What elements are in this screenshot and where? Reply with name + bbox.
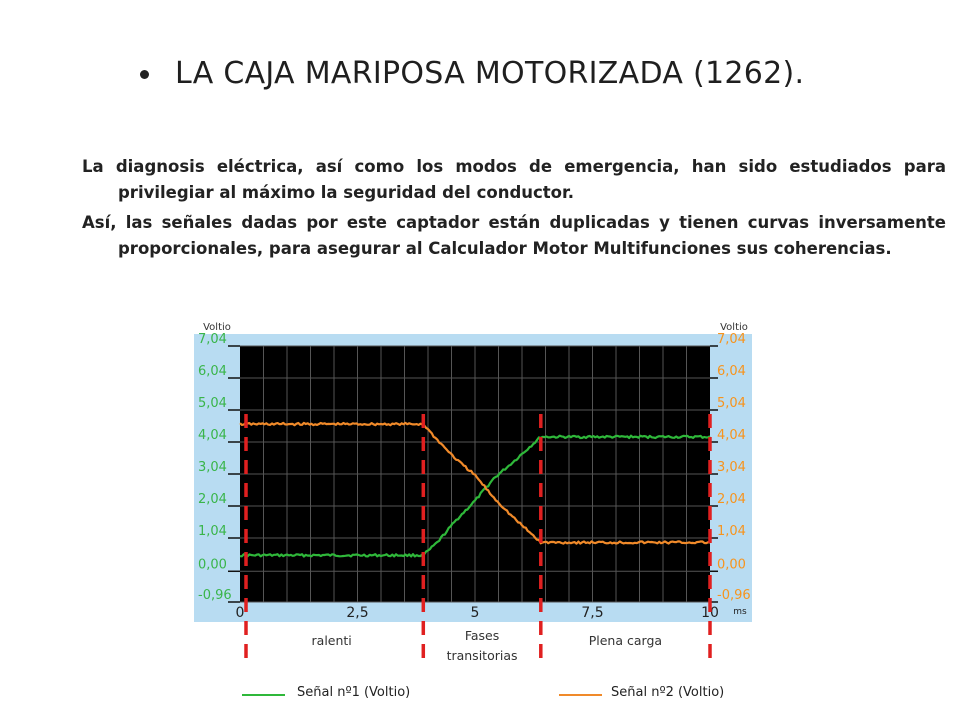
left-tick-label: 6,04 [198, 364, 227, 379]
left-tick-label: 1,04 [198, 524, 227, 539]
phase-label: transitorias [446, 648, 518, 663]
paragraph-2: Así, las señales dadas por este captador están duplicadas y tienen curvas inversamente proporcionales, para asegurar al Calculador Motor Multifunciones sus coherencias. [82, 213, 946, 258]
paragraph-1: La diagnosis eléctrica, así como los modos de emergencia, han sido estudiados para privilegiar al máximo la seguridad del conductor. [82, 157, 946, 202]
right-tick-label: 2,04 [717, 492, 746, 507]
x-tick-label: 0 [235, 605, 245, 621]
slide-title: LA CAJA MARIPOSA MOTORIZADA (1262). [175, 56, 805, 91]
right-axis-title: Voltio [720, 322, 748, 333]
left-tick-label: -0,96 [198, 588, 232, 603]
right-tick-label: 0,00 [717, 557, 746, 573]
right-tick-label: -0,96 [717, 588, 751, 603]
left-tick-label: 2,04 [198, 492, 227, 507]
legend-label-2: Señal nº2 (Voltio) [611, 685, 725, 700]
right-tick-label: 4,04 [717, 428, 746, 443]
right-tick-label: 1,04 [717, 524, 746, 539]
right-tick-label: 6,04 [717, 364, 746, 379]
phase-label: Plena carga [588, 633, 663, 648]
phase-label: ralenti [311, 633, 352, 648]
x-tick-label: 2,5 [346, 605, 369, 621]
legend-label-1: Señal nº1 (Voltio) [297, 685, 411, 700]
x-unit-label: ms [733, 607, 747, 617]
x-tick-label: 10 [701, 605, 719, 621]
right-tick-label: 7,04 [717, 332, 746, 347]
phase-label: Fases [464, 628, 500, 643]
right-tick-label: 3,04 [717, 460, 746, 475]
x-tick-label: 5 [470, 605, 480, 621]
x-tick-label: 7,5 [581, 605, 604, 621]
left-tick-label: 4,04 [198, 428, 227, 443]
left-axis-title: Voltio [203, 322, 231, 333]
left-tick-label: 7,04 [198, 332, 227, 347]
right-tick-label: 5,04 [717, 396, 746, 411]
left-tick-label: 5,04 [198, 396, 227, 411]
left-tick-label: 3,04 [198, 460, 227, 475]
left-tick-label: 0,00 [198, 557, 227, 573]
